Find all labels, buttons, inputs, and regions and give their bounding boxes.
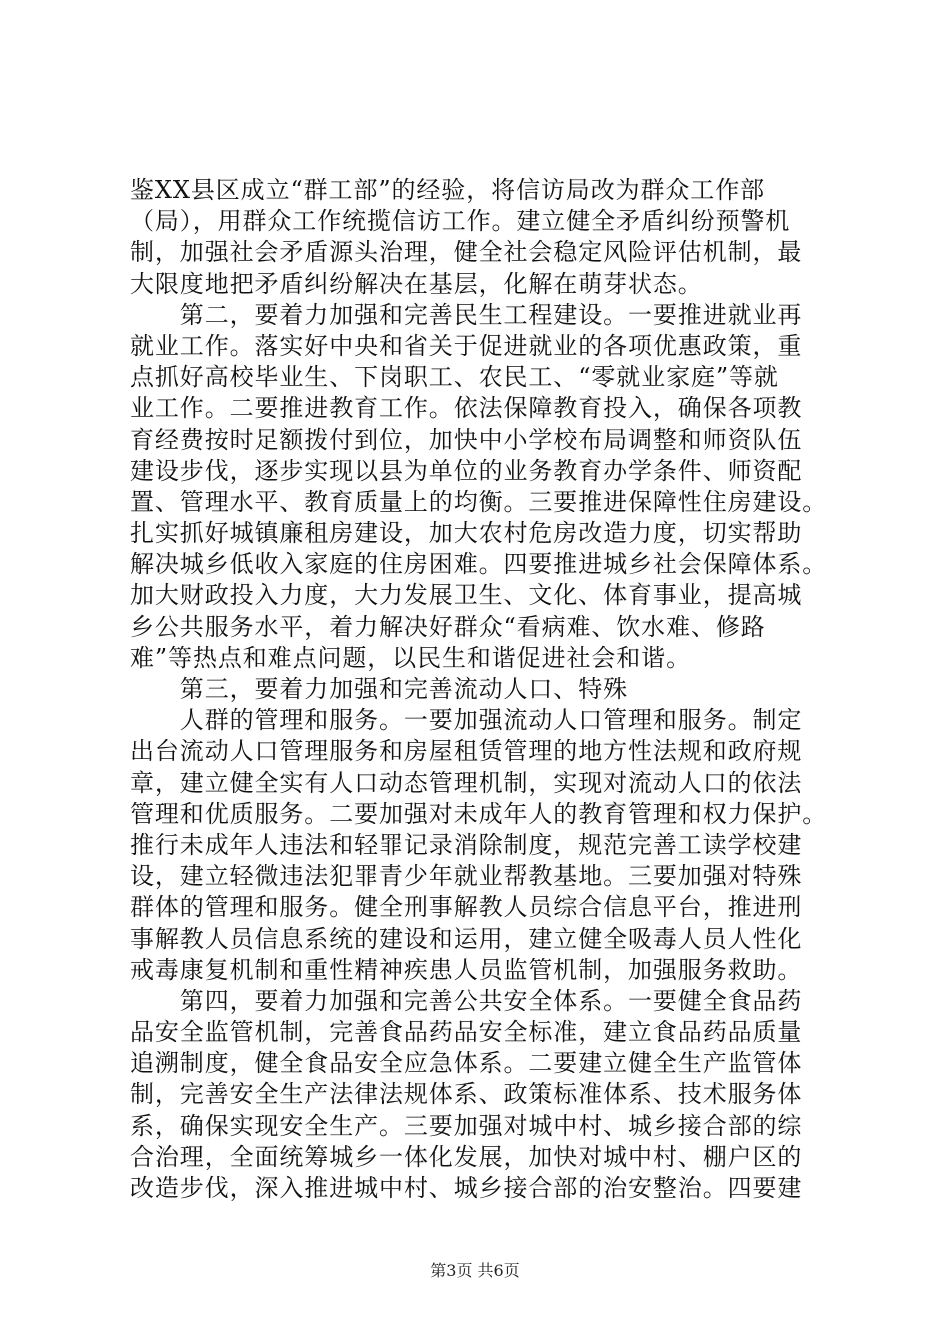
text-line: 出台流动人口管理服务和房屋租赁管理的地方性法规和政府规 [130, 737, 803, 766]
page-number-footer: 第3页 共6页 [430, 1261, 520, 1280]
text-line: 建设步伐，逐步实现以县为单位的业务教育办学条件、师资配 [130, 456, 803, 485]
text-line: 章，建立健全实有人口动态管理机制，实现对流动人口的依法 [130, 768, 803, 797]
text-line: 戒毒康复机制和重性精神疾患人员监管机制，加强服务救助。 [130, 955, 803, 984]
text-line: 设，建立轻微违法犯罪青少年就业帮教基地。三要加强对特殊 [130, 862, 803, 891]
text-line: 品安全监管机制，完善食品药品安全标准，建立食品药品质量 [130, 1018, 803, 1047]
text-line: 业工作。二要推进教育工作。依法保障教育投入，确保各项教 [130, 394, 803, 423]
text-line: 第二，要着力加强和完善民生工程建设。一要推进就业再 [130, 300, 803, 329]
text-line: 大限度地把矛盾纠纷解决在基层，化解在萌芽状态。 [130, 269, 703, 298]
text-line: 难”等热点和难点问题，以民生和谐促进社会和谐。 [130, 643, 691, 672]
text-line: 制，加强社会矛盾源头治理，健全社会稳定风险评估机制，最 [130, 238, 803, 267]
text-line: 鉴XX县区成立“群工部”的经验，将信访局改为群众工作部 [130, 176, 766, 204]
text-line: 改造步伐，深入推进城中村、城乡接合部的治安整治。四要建 [130, 1174, 803, 1202]
text-line: 事解教人员信息系统的建设和运用，建立健全吸毒人员人性化 [130, 924, 803, 953]
text-line: 解决城乡低收入家庭的住房困难。四要推进城乡社会保障体系。 [130, 550, 828, 579]
text-line: 合治理，全面统筹城乡一体化发展，加快对城中村、棚户区的 [130, 1142, 803, 1171]
text-line: 扎实抓好城镇廉租房建设，加大农村危房改造力度，切实帮助 [130, 519, 803, 548]
text-line: 制，完善安全生产法律法规体系、政策标准体系、技术服务体 [130, 1080, 803, 1109]
text-line: 人群的管理和服务。一要加强流动人口管理和服务。制定 [130, 706, 803, 735]
text-line: 群体的管理和服务。健全刑事解教人员综合信息平台，推进刑 [130, 893, 803, 922]
text-line: 追溯制度，健全食品安全应急体系。二要建立健全生产监管体 [130, 1049, 803, 1078]
text-line: 加大财政投入力度，大力发展卫生、文化、体育事业，提高城 [130, 581, 803, 610]
text-line: 点抓好高校毕业生、下岗职工、农民工、“零就业家庭”等就 [130, 363, 779, 392]
text-line: 就业工作。落实好中央和省关于促进就业的各项优惠政策，重 [130, 331, 803, 360]
text-line: 管理和优质服务。二要加强对未成年人的教育管理和权力保护。 [130, 799, 828, 828]
text-line: 第三，要着力加强和完善流动人口、特殊 [130, 675, 628, 703]
text-line: 育经费按时足额拨付到位，加快中小学校布局调整和师资队伍 [130, 425, 803, 454]
text-line: 乡公共服务水平，着力解决好群众“看病难、饮水难、修路 [130, 612, 766, 641]
body-text [130, 175, 830, 1204]
text-line: （局），用群众工作统揽信访工作。建立健全矛盾纠纷预警机 [130, 207, 791, 236]
text-line: 系，确保实现安全生产。三要加强对城中村、城乡接合部的综 [130, 1111, 803, 1140]
text-line: 置、管理水平、教育质量上的均衡。三要推进保障性住房建设。 [130, 487, 828, 516]
text-line: 第四，要着力加强和完善公共安全体系。一要健全食品药 [130, 986, 803, 1015]
text-line: 推行未成年人违法和轻罪记录消除制度，规范完善工读学校建 [130, 830, 803, 859]
